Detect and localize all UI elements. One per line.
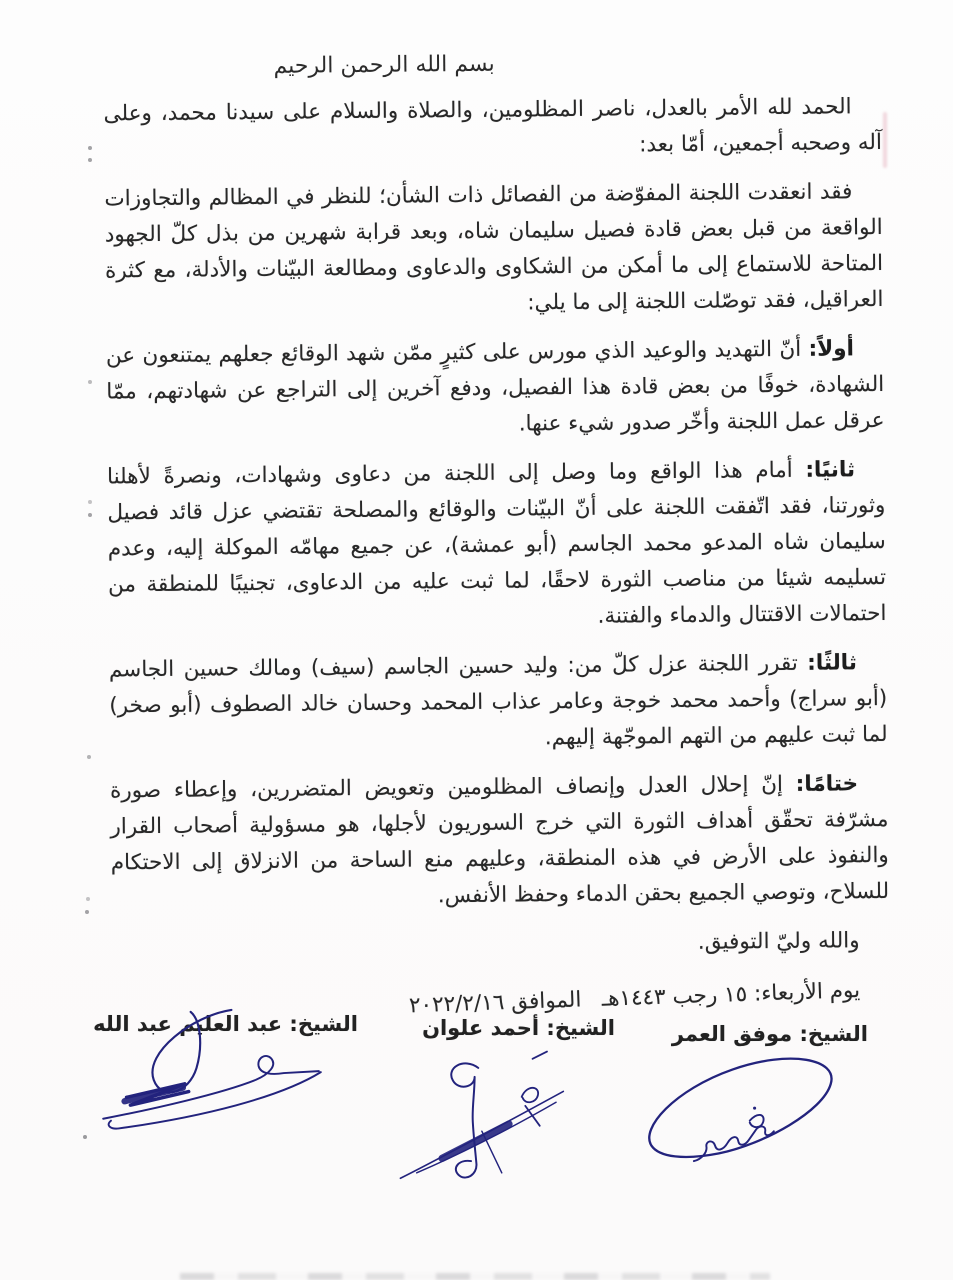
scan-dot-artifact	[88, 158, 92, 162]
date-line: يوم الأربعاء: ١٥ رجب ١٤٤٣هـ الموافق ٢٠٢٢/٢/١٦	[408, 977, 861, 1019]
section-second-text: أمام هذا الواقع وما وصل إلى اللجنة من دعاوى وشهادات، ونصرةً لأهلنا وثورتنا، فقد اتّفقت اللجنة على أنّ البيّنات والوقائع والمصلحة تقتضي عزل قائد فصيل سليمان شاه المدعو محمد الجاسم (أبو عمشة)، عن جميع مهامّه الموكلة إليه، وعدم تسليمه شيئا من مناصب الثورة لاحقًا، لما ثبت عليه من الدعاوى، تجنيبًا للمنطقة من احتمالات الاقتتال والدماء والفتنة.	[106, 457, 887, 629]
section-closing-label: ختامًا:	[795, 771, 859, 797]
opening-paragraph: الحمد لله الأمر بالعدل، ناصر المظلومين، والصلاة والسلام على سيدنا محمد، وعلى آله وصحبه أجمعين، أمّا بعد:	[103, 94, 883, 158]
signatory-abdulalim-abdullah	[76, 1012, 358, 1154]
section-closing-text: إنّ إحلال العدل وإنصاف المظلومين وتعويض المتضررين، وإعطاء صورة مشرّفة تحقّق أهداف الثورة التي خرج السوريون لأجلها، هو مسؤولية أصحاب القرار والنفوذ على الأرض في هذه المنطقة، وعليهم منع الساحة من الانزلاق إلى الاحتكام للسلاح، وتوصي الجميع بحقن الدماء وحفظ الأنفس.	[109, 771, 890, 909]
signatory-name: الشيخ: عبد العليم عبد الله	[93, 1012, 358, 1036]
section-second	[107, 452, 887, 639]
scan-dot-artifact	[87, 755, 91, 759]
scan-dot-artifact	[88, 513, 92, 517]
section-second-label: ثانيًا:	[805, 457, 856, 483]
scan-dot-artifact	[85, 910, 89, 914]
section-third-text: تقرر اللجنة عزل كلّ من: وليد حسين الجاسم (سيف) ومالك حسين الجاسم (أبو سراج) وأحمد محمد خوجة وعامر عذاب المحمد وحسان خالد الصطوف (أبو صخر) لما ثبت عليهم من التهم الموجّهة إليهم.	[108, 650, 888, 751]
signature-ellipse-icon	[638, 1052, 850, 1170]
section-third-label: ثالثًا:	[807, 650, 858, 676]
signatory-ahmad-alwan	[395, 1016, 615, 1198]
signature-scribble-icon	[395, 1044, 585, 1194]
basmala-heading: بسم الله الرحمن الرحيم	[273, 51, 495, 79]
section-third	[109, 645, 888, 760]
scan-smudge-artifact	[180, 1273, 770, 1280]
section-first-text: أنّ التهديد والوعيد الذي مورس على كثيرٍ ممّن شهد الوقائع جعلهم يمتنعون عن الشهادة، خوفًا من بعض قادة هذا الفصيل، ودفع آخرين إلى التراجع عن شهادتهم، ممّا عرقل عمل اللجنة وأخّر صدور شيء عنها.	[105, 336, 885, 437]
signature-loop-icon	[76, 1002, 348, 1150]
scan-dot-artifact	[88, 146, 92, 150]
section-first-label: أولاً:	[808, 336, 855, 362]
document-body	[103, 48, 890, 1028]
scan-dot-artifact	[86, 897, 90, 901]
preamble-paragraph: فقد انعقدت اللجنة المفوّضة من الفصائل ذات الشأن؛ للنظر في المظالم والتجاوزات الواقعة من قبل بعض قادة فصيل سليمان شاه، وبعد قرابة شهرين من بذل كلّ الجهود المتاحة للاستماع إلى ما أمكن من الشكاوى والدعاوى ومطالعة البيّنات والأدلة، مع كثرة العراقيل، فقد توصّلت اللجنة إلى ما يلي:	[104, 179, 884, 316]
section-closing-remarks	[110, 766, 889, 917]
signatory-muwaffaq-alomar	[638, 1022, 868, 1174]
signatory-name: الشيخ: موفق العمر	[671, 1022, 868, 1046]
closing-invocation: والله وليّ التوفيق.	[697, 928, 860, 955]
scan-dot-artifact	[83, 1135, 87, 1139]
scan-streak-artifact	[883, 112, 887, 168]
signatory-name: الشيخ: أحمد علوان	[422, 1016, 615, 1040]
section-first	[106, 331, 885, 446]
scan-dot-artifact	[88, 380, 92, 384]
scan-dot-artifact	[88, 500, 92, 504]
